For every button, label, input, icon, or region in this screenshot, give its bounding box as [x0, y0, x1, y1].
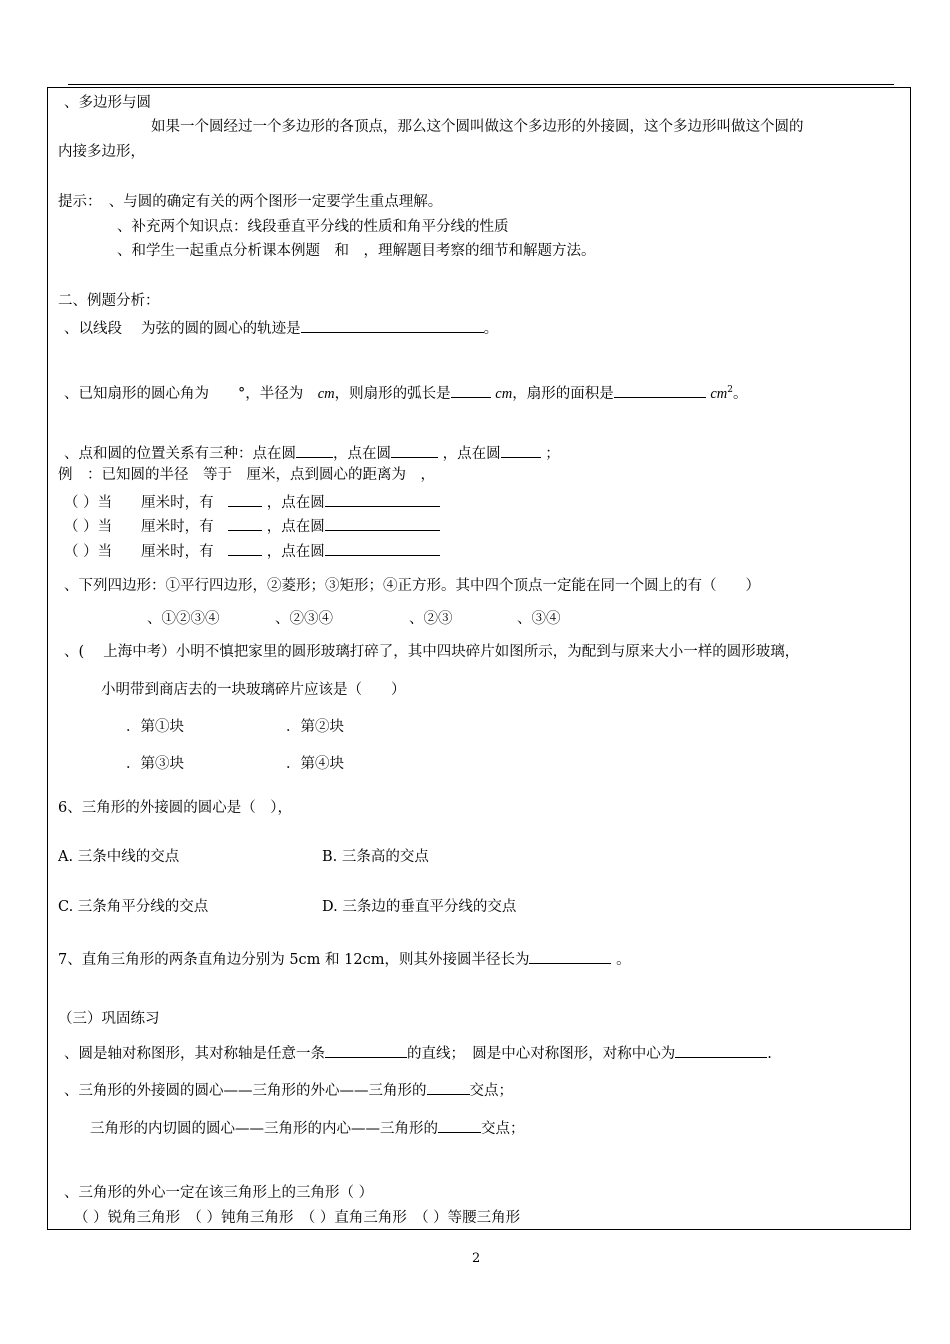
question-4: 、下列四边形：①平行四边形，②菱形；③矩形；④正方形。其中四个顶点一定能在同一个圆上的有（ ） — [64, 578, 760, 594]
practice-2-line-2 — [90, 1117, 525, 1138]
page-number: 2 — [472, 1251, 481, 1266]
p2-text-d: 交点； — [481, 1121, 525, 1137]
q3-row-3-blank-b[interactable] — [325, 540, 440, 556]
question-5-line-1: 、( 上海中考）小明不慎把家里的圆形玻璃打碎了，其中四块碎片如图所示，为配到与原来大小一样的圆形玻璃， — [64, 644, 800, 660]
q2-text-c: ，扇形的面积是 — [512, 385, 614, 402]
question-7 — [58, 948, 631, 969]
practice-heading: （三）巩固练习 — [58, 1011, 160, 1027]
q3-row-3-text: （ ）当 厘米时，有 — [64, 544, 214, 560]
q3-row-1 — [64, 491, 440, 512]
q6-option-b[interactable]: B. 三条高的交点 — [322, 849, 429, 865]
definition-line-1: 如果一个圆经过一个多边形的各顶点，那么这个圆叫做这个多边形的外接圆，这个多边形叫做这个圆的 — [151, 119, 804, 135]
q2-text-a: 、已知扇形的圆心角为 °，半径为 — [64, 385, 318, 402]
q2-superscript: 2 — [727, 385, 733, 395]
q2-unit-2: cm — [495, 385, 513, 402]
q3-text-b: ，点在圆 — [333, 446, 391, 462]
question-3 — [64, 442, 560, 463]
q3-row-3 — [64, 540, 440, 561]
p1-text-a: 、圆是轴对称图形，其对称轴是任意一条 — [64, 1046, 325, 1062]
q2-arc-blank[interactable] — [451, 382, 491, 398]
p2-text-b: 交点； — [469, 1083, 513, 1099]
q3-blank-2[interactable] — [391, 442, 438, 458]
q3-blank-3[interactable] — [501, 442, 541, 458]
q7-blank[interactable] — [529, 948, 611, 964]
p1-text-b: 的直线； 圆是中心对称图形，对称中心为 — [407, 1046, 676, 1062]
definition-line-2: 内接多边形， — [58, 144, 145, 160]
p2-text-c: 三角形的内切圆的圆心——三角形的内心——三角形的 — [90, 1121, 438, 1137]
q3-row-2-text: （ ）当 厘米时，有 — [64, 519, 214, 535]
question-1 — [64, 317, 498, 338]
p2-blank-1[interactable] — [427, 1079, 470, 1095]
q1-text: 、以线段 为弦的圆的圆心的轨迹是 — [64, 321, 301, 337]
q5-option-d[interactable]: ．第④块 — [286, 756, 344, 772]
q3-row-1-blank-b[interactable] — [325, 491, 440, 507]
tip-line-3: 、和学生一起重点分析课本例题 和 ，理解题目考察的细节和解题方法。 — [117, 243, 596, 259]
q2-end: 。 — [732, 385, 748, 402]
q6-option-c[interactable]: C. 三条角平分线的交点 — [58, 899, 209, 915]
q3-blank-1[interactable] — [296, 442, 333, 458]
practice-2 — [64, 1079, 513, 1100]
q3-row-2-text-b: ，点在圆 — [266, 519, 325, 535]
q3-row-2-blank-b[interactable] — [325, 515, 440, 531]
practice-3: 、三角形的外心一定在该三角形上的三角形（ ） — [64, 1185, 374, 1201]
q5-option-a[interactable]: ．第①块 — [126, 719, 184, 735]
tip-line-1: 提示： 、与圆的确定有关的两个图形一定要学生重点理解。 — [58, 194, 443, 210]
q3-row-2 — [64, 515, 440, 536]
q2-unit-3: cm — [710, 385, 728, 402]
p2-text-a: 、三角形的外接圆的圆心——三角形的外心——三角形的 — [64, 1083, 427, 1099]
p1-blank-1[interactable] — [325, 1042, 407, 1058]
q5-option-b[interactable]: ．第②块 — [286, 719, 344, 735]
q2-unit-1: cm — [317, 385, 335, 402]
q3-row-2-blank-a[interactable] — [228, 515, 262, 531]
q7-end: 。 — [616, 952, 631, 968]
q3-row-1-text: （ ）当 厘米时，有 — [64, 495, 214, 511]
question-5-line-2: 小明带到商店去的一块玻璃碎片应该是（ ） — [101, 682, 406, 698]
q3-end: ； — [545, 446, 560, 462]
q3-example: 例 ：已知圆的半径 等于 厘米，点到圆心的距离为 ， — [58, 467, 435, 483]
q3-row-3-text-b: ，点在圆 — [266, 544, 325, 560]
q4-option-a[interactable]: 、①②③④ — [147, 611, 220, 627]
q4-option-c[interactable]: 、②③ — [409, 611, 453, 627]
question-2 — [64, 381, 747, 403]
q3-row-3-blank-a[interactable] — [228, 540, 262, 556]
q1-end: 。 — [483, 321, 499, 337]
example-heading: 二、例题分析： — [58, 293, 160, 309]
p1-blank-2[interactable] — [675, 1042, 767, 1058]
practice-3-options[interactable]: （ ）锐角三角形 （ ）钝角三角形 （ ）直角三角形 （ ）等腰三角形 — [74, 1210, 521, 1226]
q4-option-d[interactable]: 、③④ — [517, 611, 561, 627]
q4-option-b[interactable]: 、②③④ — [275, 611, 333, 627]
tip-line-2: 、补充两个知识点：线段垂直平分线的性质和角平分线的性质 — [117, 219, 509, 235]
q6-option-d[interactable]: D. 三条边的垂直平分线的交点 — [322, 899, 517, 915]
q3-row-1-text-b: ，点在圆 — [266, 495, 325, 511]
q3-row-1-blank-a[interactable] — [228, 491, 262, 507]
q2-text-b: ，则扇形的弧长是 — [334, 385, 451, 402]
q1-blank[interactable] — [301, 317, 484, 333]
q3-text-a: 、点和圆的位置关系有三种：点在圆 — [64, 446, 296, 462]
header-rule — [68, 84, 894, 85]
p2-blank-2[interactable] — [438, 1117, 481, 1133]
question-6: 6、三角形的外接圆的圆心是（ ）， — [58, 800, 292, 816]
q3-text-c: ，点在圆 — [442, 446, 501, 462]
q5-option-c[interactable]: ．第③块 — [126, 756, 184, 772]
practice-1 — [64, 1042, 772, 1063]
p1-end: . — [767, 1046, 772, 1062]
q2-area-blank[interactable] — [614, 382, 706, 398]
q6-option-a[interactable]: A. 三条中线的交点 — [58, 849, 180, 865]
q7-text: 7、直角三角形的两条直角边分别为 5cm 和 12cm，则其外接圆半径长为 — [58, 952, 530, 968]
section-title-polygon-circle: 、多边形与圆 — [64, 95, 151, 111]
